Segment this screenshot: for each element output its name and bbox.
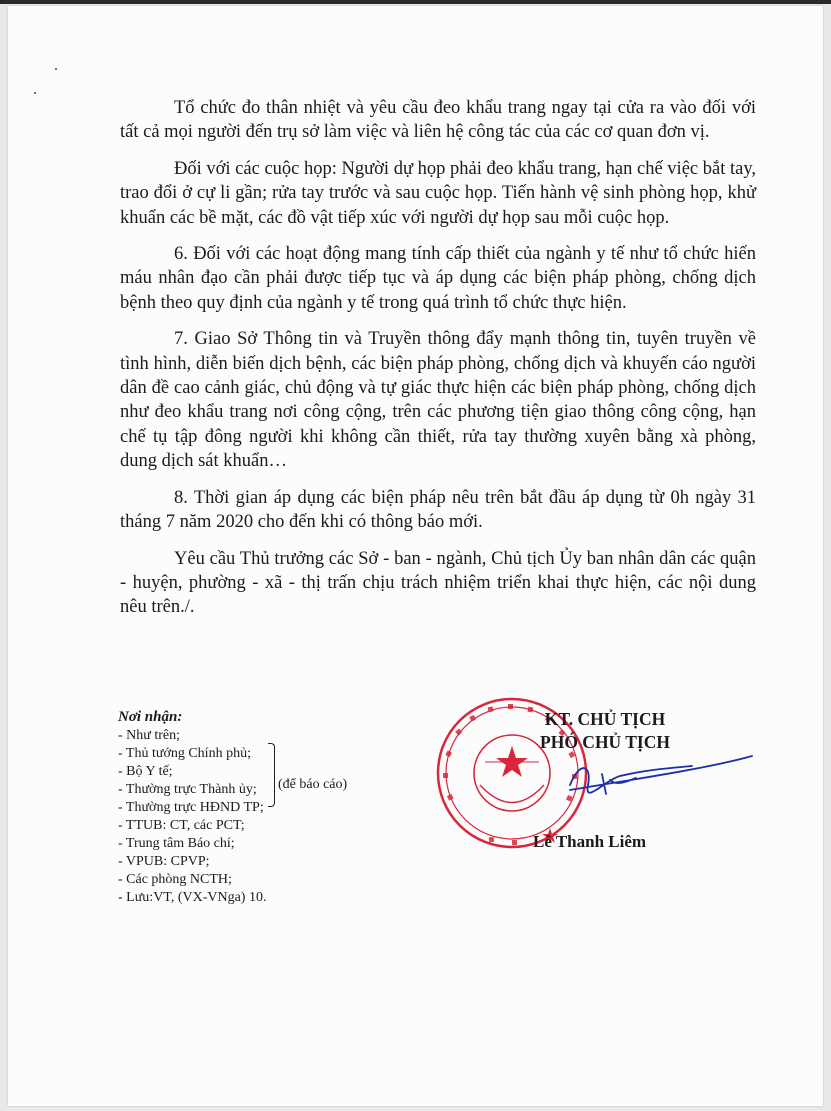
paragraph-meetings: Đối với các cuộc họp: Người dự họp phải đeo khẩu trang, hạn chế việc bắt tay, trao đổi ở cự li gần; rửa tay trước và sau cuộc họp. Tiến hành vệ sinh phòng họp, khử khuẩn các bề mặt, các đồ vật tiếp xúc với người dự họp sau mỗi cuộc họp. <box>120 158 756 228</box>
paragraph-item-7: 7. Giao Sở Thông tin và Truyền thông đẩy mạnh thông tin, tuyên truyền về tình hình, diễn biến dịch bệnh, các biện pháp phòng, chống dịch và khuyến cáo người dân đề cao cảnh giác, chủ động và tự giác thực hiện các biện pháp phòng, chống dịch như đeo khẩu trang nơi công cộng, trên các phương tiện giao thông công cộng, hạn chế tụ tập đông người khi không cần thiết, rửa tay thường xuyên bằng xà phòng, dung dịch sát khuẩn… <box>120 329 756 472</box>
signatory-title-line2: PHÓ CHỦ TỊCH <box>540 732 670 752</box>
recipient-item: - Trung tâm Báo chí; <box>118 836 235 851</box>
recipients-heading: Nơi nhận: <box>118 709 183 725</box>
recipient-item: - Thường trực HĐND TP; <box>118 800 264 815</box>
document-body <box>120 96 756 632</box>
signatory-title <box>540 708 670 754</box>
signature-block <box>430 690 760 870</box>
paragraph-request: Yêu cầu Thủ trưởng các Sở - ban - ngành, Chủ tịch Ủy ban nhân dân các quận - huyện, phường - xã - thị trấn chịu trách nhiệm triển khai thực hiện, các nội dung nêu trên./. <box>120 548 756 618</box>
top-border-line <box>0 0 831 4</box>
paragraph-item-8: 8. Thời gian áp dụng các biện pháp nêu trên bắt đầu áp dụng từ 0h ngày 31 tháng 7 năm 2020 cho đến khi có thông báo mới. <box>120 487 756 533</box>
signature-ink-icon <box>570 756 752 794</box>
paragraph-item-6: 6. Đối với các hoạt động mang tính cấp thiết của ngành y tế như tổ chức hiến máu nhân đạo cần phải được tiếp tục và áp dụng các biện pháp phòng, chống dịch bệnh theo quy định của ngành y tế trong quá trình tổ chức thực hiện. <box>120 244 756 313</box>
paragraph-temperature-check: Tổ chức đo thân nhiệt và yêu cầu đeo khẩu trang ngay tại cửa ra vào đối với tất cả mọi người đến trụ sở làm việc và liên hệ công tác của các cơ quan đơn vị. <box>120 98 756 143</box>
signatory-title-line1: KT. CHỦ TỊCH <box>544 709 666 729</box>
recipient-item: - Lưu:VT, (VX-VNga) 10. <box>118 890 267 905</box>
recipient-item: - TTUB: CT, các PCT; <box>118 818 245 833</box>
brace-note: (để báo cáo) <box>278 777 348 792</box>
report-brace <box>268 743 275 807</box>
recipient-item: - VPUB: CPVP; <box>118 854 210 869</box>
speck <box>55 68 57 70</box>
speck <box>34 92 36 94</box>
recipient-item: - Thường trực Thành ủy; <box>118 782 257 797</box>
recipient-item: - Như trên; <box>118 728 181 743</box>
recipient-item: - Các phòng NCTH; <box>118 872 232 887</box>
signatory-name: Lê Thanh Liêm <box>533 832 647 851</box>
recipient-item: - Thủ tướng Chính phủ; <box>118 746 251 761</box>
recipient-item: - Bộ Y tế; <box>118 764 173 779</box>
recipients-list <box>118 708 428 907</box>
